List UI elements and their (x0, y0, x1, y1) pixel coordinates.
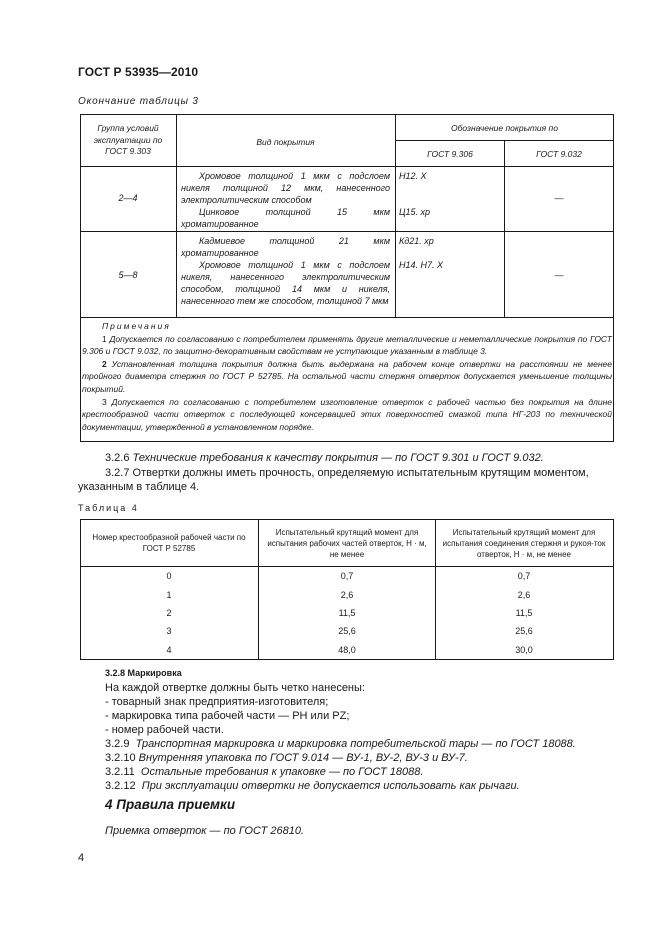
coating-type-text: Кадмиевое толщиной 21 мкм хроматированное (181, 236, 390, 258)
table-cell: 2,6 (517, 590, 531, 600)
standard-designation: ГОСТ Р 53935—2010 (78, 65, 199, 79)
col-header-gost9306: ГОСТ 9.306 (427, 149, 473, 159)
table-cell: 0,7 (340, 571, 354, 581)
marking-intro: На каждой отвертке должны быть четко нанесены: (105, 682, 365, 694)
table-cell: 0,7 (517, 571, 531, 581)
section-4-heading: 4 Правила приемки (105, 797, 236, 812)
table-cell: 3 (166, 626, 172, 636)
acceptance-text: Приемка отверток — по ГОСТ 26810. (105, 825, 304, 837)
table-cell: 4 (166, 645, 172, 655)
table3 (80, 114, 614, 442)
col-header-coating-type: Вид покрытия (256, 137, 315, 147)
clause-3-2-6: 3.2.6 Технические требования к качеству покрытия — по ГОСТ 9.301 и ГОСТ 9.032. (105, 452, 544, 464)
col-header-work-torque: Испытательный крутящий момент для испытания рабочих частей отверток, Н · м, не менее (267, 528, 427, 559)
coating-designation: Н12. Х (399, 171, 427, 181)
list-item: - маркировка типа рабочей части — PH или PZ; (105, 710, 350, 722)
table-cell: 11,5 (515, 608, 533, 618)
coating-designation: Ц15. хр (399, 207, 431, 217)
coating-designation: Кд21. хр (399, 236, 434, 246)
clause-3-2-12: 3.2.12 При эксплуатации отвертки не допускается использовать как рычаги. (105, 780, 520, 792)
note-item: 1 Допускается по согласованию с потребителем применять другие металлические и неметаллические покрытия по ГОСТ 9.306 и ГОСТ 9.032, по защитно-декоративным свойствам не уступающие указанным в таблице 3. (82, 333, 612, 357)
note-item: 2 Установленная толщина покрытия должна быть выдержана на рабочем конце отвертки на расстоянии не менее тройного диаметра стержня по ГОСТ Р 52785. На остальной части стержня отверток допускается уменьшение толщины покрытий. (82, 358, 612, 394)
coating-type-text: Хромовое толщиной 1 мкм с подслоем никеля толщиной 12 мкм, нанесенного электролитическим способом (181, 171, 390, 205)
table4 (80, 519, 614, 660)
list-item: - товарный знак предприятия-изготовителя; (105, 696, 329, 708)
table-cell: 2,6 (340, 590, 354, 600)
table3-notes (82, 320, 612, 433)
table4-caption: Таблица 4 (78, 503, 139, 513)
table-cell: 25,6 (338, 626, 356, 636)
clause-3-2-7: 3.2.7 Отвертки должны иметь прочность, определяемую испытательным крутящим моментом, (105, 467, 589, 479)
table-cell: 2 (166, 608, 172, 618)
table-cell: 48,0 (338, 645, 356, 655)
col-header-group: Группа условий эксплуатации по ГОСТ 9.303 (93, 123, 163, 156)
coating-designation-gost9032: — (554, 193, 564, 203)
table-cell: 0 (166, 571, 172, 581)
note-item: 3 Допускается по согласованию с потребителем изготовление отверток с рабочей частью без покрытия на длине крестообразной части отверток с последующей консервацией этих поверхностей смазкой типа НГ-203 по технической документации, утвержденной в установленном порядке. (82, 396, 612, 432)
clause-3-2-8-title: 3.2.8 Маркировка (105, 668, 182, 678)
table-row-group: 5—8 (118, 270, 138, 280)
col-header-designation: Обозначение покрытия по (451, 123, 558, 133)
notes-heading: Примечания (102, 321, 171, 331)
col-header-gost9032: ГОСТ 9.032 (536, 149, 582, 159)
clause-3-2-10: 3.2.10 Внутренняя упаковка по ГОСТ 9.014 — ВУ-1, ВУ-2, ВУ-3 и ВУ-7. (105, 752, 468, 764)
table-cell: 25,6 (515, 626, 533, 636)
col-header-joint-torque: Испытательный крутящий момент для испытания соединения стержня и рукоя-ток отверток, Н · м, не менее (442, 528, 606, 559)
table-cell: 11,5 (338, 608, 356, 618)
clause-3-2-7-continuation: указанным в таблице 4. (78, 481, 200, 493)
table-cell: 30,0 (515, 645, 533, 655)
clause-3-2-11: 3.2.11 Остальные требования к упаковке — по ГОСТ 18088. (105, 766, 424, 778)
table-row-group: 2—4 (118, 193, 138, 203)
coating-designation-gost9032: — (554, 270, 564, 280)
list-item: - номер рабочей части. (105, 724, 224, 736)
col-header-bit-number: Номер крестообразной рабочей части по ГОСТ Р 52785 (92, 533, 246, 553)
table3-caption: Окончание таблицы 3 (78, 96, 199, 107)
coating-type-text: Цинковое толщиной 15 мкм хроматированное (181, 207, 390, 229)
page-number: 4 (78, 852, 85, 864)
coating-type-text: Хромовое толщиной 1 мкм с подслоем никеля, нанесенного электролитическим способом, толщиной 14 мкм и никеля, нанесенного тем же способом, толщиной 7 мкм (181, 260, 390, 306)
coating-designation: Н14. Н7. Х (399, 260, 444, 270)
table-cell: 1 (166, 590, 172, 600)
clause-3-2-9: 3.2.9 Транспортная маркировка и маркировка потребительской тары — по ГОСТ 18088. (105, 738, 576, 750)
